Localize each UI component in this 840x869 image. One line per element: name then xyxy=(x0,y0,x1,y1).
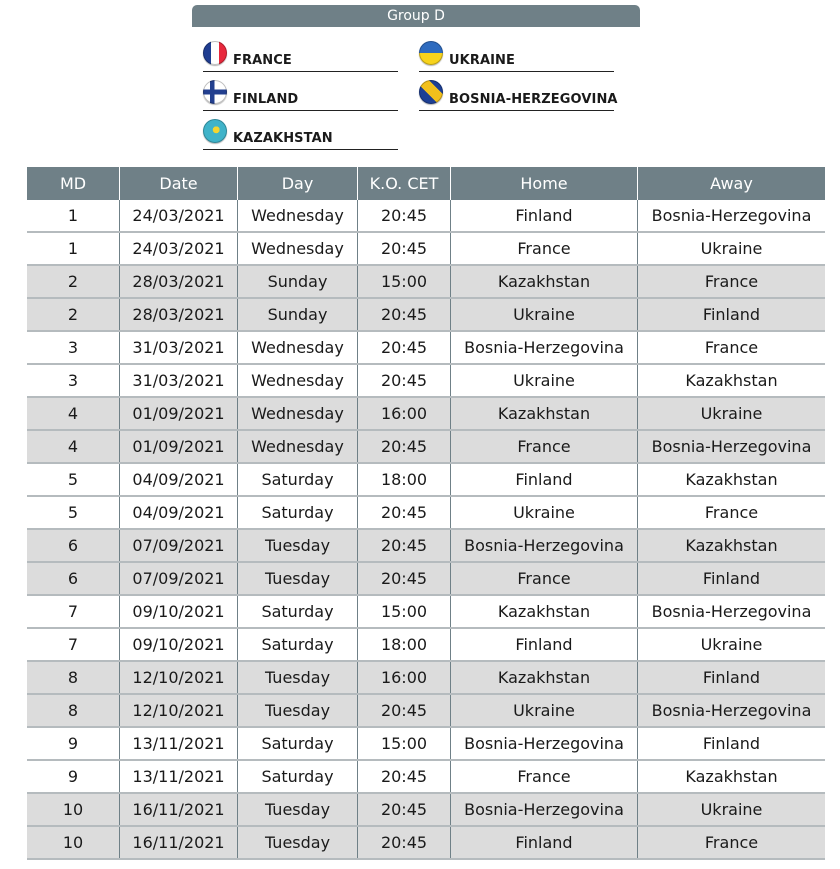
home-team-cell: France xyxy=(451,232,638,265)
away-team-cell: Bosnia-Herzegovina xyxy=(638,430,826,463)
table-row xyxy=(27,793,825,826)
kickoff-cell: 20:45 xyxy=(358,694,451,727)
day-cell: Saturday xyxy=(238,463,358,496)
md-cell: 5 xyxy=(27,496,120,529)
team-kazakhstan xyxy=(203,119,398,150)
team-name: UKRAINE xyxy=(449,53,515,68)
table-row xyxy=(27,364,825,397)
kickoff-cell: 20:45 xyxy=(358,298,451,331)
home-team-cell: Bosnia-Herzegovina xyxy=(451,529,638,562)
md-cell: 1 xyxy=(27,232,120,265)
table-row xyxy=(27,265,825,298)
md-cell: 4 xyxy=(27,397,120,430)
team-bosnia-herzegovina xyxy=(419,80,618,111)
md-cell: 5 xyxy=(27,463,120,496)
away-team-cell: Ukraine xyxy=(638,793,826,826)
md-cell: 6 xyxy=(27,562,120,595)
kickoff-cell: 20:45 xyxy=(358,200,451,232)
date-cell: 09/10/2021 xyxy=(120,595,238,628)
md-cell: 7 xyxy=(27,628,120,661)
group-title: Group D xyxy=(387,8,445,24)
team-france xyxy=(203,41,398,72)
md-cell: 9 xyxy=(27,727,120,760)
away-team-cell: Ukraine xyxy=(638,397,826,430)
kickoff-cell: 15:00 xyxy=(358,727,451,760)
day-cell: Saturday xyxy=(238,595,358,628)
kickoff-cell: 20:45 xyxy=(358,793,451,826)
day-cell: Sunday xyxy=(238,265,358,298)
table-row xyxy=(27,298,825,331)
team-name: BOSNIA-HERZEGOVINA xyxy=(449,92,618,107)
home-team-cell: Kazakhstan xyxy=(451,595,638,628)
home-team-cell: France xyxy=(451,760,638,793)
away-team-cell: France xyxy=(638,331,826,364)
table-row xyxy=(27,200,825,232)
away-team-cell: France xyxy=(638,826,826,859)
table-row xyxy=(27,826,825,859)
kickoff-cell: 20:45 xyxy=(358,331,451,364)
column-header-date: Date xyxy=(120,167,238,200)
away-team-cell: Ukraine xyxy=(638,232,826,265)
team-name: KAZAKHSTAN xyxy=(233,131,333,146)
ukraine-flag-icon xyxy=(419,41,443,65)
home-team-cell: Bosnia-Herzegovina xyxy=(451,331,638,364)
date-cell: 01/09/2021 xyxy=(120,397,238,430)
kickoff-cell: 18:00 xyxy=(358,628,451,661)
home-team-cell: Finland xyxy=(451,826,638,859)
kickoff-cell: 18:00 xyxy=(358,463,451,496)
table-row xyxy=(27,694,825,727)
date-cell: 31/03/2021 xyxy=(120,331,238,364)
column-header-home: Home xyxy=(451,167,638,200)
md-cell: 10 xyxy=(27,826,120,859)
team-name: FRANCE xyxy=(233,53,292,68)
team-finland xyxy=(203,80,398,111)
day-cell: Tuesday xyxy=(238,826,358,859)
kickoff-cell: 15:00 xyxy=(358,265,451,298)
column-header-away: Away xyxy=(638,167,826,200)
kickoff-cell: 20:45 xyxy=(358,529,451,562)
md-cell: 7 xyxy=(27,595,120,628)
column-header-md: MD xyxy=(27,167,120,200)
column-header-day: Day xyxy=(238,167,358,200)
day-cell: Wednesday xyxy=(238,331,358,364)
group-title-bar xyxy=(192,5,640,27)
kickoff-cell: 15:00 xyxy=(358,595,451,628)
date-cell: 04/09/2021 xyxy=(120,496,238,529)
away-team-cell: Finland xyxy=(638,661,826,694)
home-team-cell: France xyxy=(451,562,638,595)
table-row xyxy=(27,463,825,496)
home-team-cell: Bosnia-Herzegovina xyxy=(451,727,638,760)
bosnia-herzegovina-flag-icon xyxy=(419,80,443,104)
table-row xyxy=(27,430,825,463)
day-cell: Tuesday xyxy=(238,793,358,826)
date-cell: 13/11/2021 xyxy=(120,727,238,760)
date-cell: 04/09/2021 xyxy=(120,463,238,496)
kickoff-cell: 20:45 xyxy=(358,826,451,859)
table-row xyxy=(27,562,825,595)
away-team-cell: Bosnia-Herzegovina xyxy=(638,200,826,232)
table-row xyxy=(27,232,825,265)
away-team-cell: Finland xyxy=(638,562,826,595)
home-team-cell: Finland xyxy=(451,200,638,232)
home-team-cell: France xyxy=(451,430,638,463)
kickoff-cell: 16:00 xyxy=(358,397,451,430)
date-cell: 07/09/2021 xyxy=(120,562,238,595)
away-team-cell: Kazakhstan xyxy=(638,463,826,496)
kickoff-cell: 20:45 xyxy=(358,364,451,397)
france-flag-icon xyxy=(203,41,227,65)
kickoff-cell: 20:45 xyxy=(358,562,451,595)
date-cell: 16/11/2021 xyxy=(120,826,238,859)
kazakhstan-flag-icon xyxy=(203,119,227,143)
md-cell: 2 xyxy=(27,298,120,331)
home-team-cell: Kazakhstan xyxy=(451,397,638,430)
away-team-cell: Bosnia-Herzegovina xyxy=(638,694,826,727)
kickoff-cell: 20:45 xyxy=(358,430,451,463)
md-cell: 8 xyxy=(27,694,120,727)
day-cell: Wednesday xyxy=(238,232,358,265)
table-row xyxy=(27,661,825,694)
away-team-cell: Kazakhstan xyxy=(638,529,826,562)
date-cell: 01/09/2021 xyxy=(120,430,238,463)
table-row xyxy=(27,628,825,661)
away-team-cell: Bosnia-Herzegovina xyxy=(638,595,826,628)
away-team-cell: France xyxy=(638,265,826,298)
finland-flag-icon xyxy=(203,80,227,104)
day-cell: Saturday xyxy=(238,496,358,529)
kickoff-cell: 20:45 xyxy=(358,496,451,529)
away-team-cell: France xyxy=(638,496,826,529)
home-team-cell: Ukraine xyxy=(451,496,638,529)
home-team-cell: Finland xyxy=(451,628,638,661)
md-cell: 2 xyxy=(27,265,120,298)
date-cell: 09/10/2021 xyxy=(120,628,238,661)
md-cell: 3 xyxy=(27,331,120,364)
table-header-row xyxy=(27,167,825,200)
home-team-cell: Finland xyxy=(451,463,638,496)
home-team-cell: Ukraine xyxy=(451,694,638,727)
table-row xyxy=(27,760,825,793)
day-cell: Tuesday xyxy=(238,694,358,727)
date-cell: 28/03/2021 xyxy=(120,265,238,298)
away-team-cell: Kazakhstan xyxy=(638,760,826,793)
away-team-cell: Ukraine xyxy=(638,628,826,661)
fixtures-body xyxy=(27,200,825,859)
kickoff-cell: 20:45 xyxy=(358,232,451,265)
kickoff-cell: 16:00 xyxy=(358,661,451,694)
away-team-cell: Finland xyxy=(638,727,826,760)
team-name: FINLAND xyxy=(233,92,299,107)
column-header-kickoff: K.O. CET xyxy=(358,167,451,200)
day-cell: Wednesday xyxy=(238,364,358,397)
day-cell: Wednesday xyxy=(238,430,358,463)
md-cell: 3 xyxy=(27,364,120,397)
table-row xyxy=(27,727,825,760)
day-cell: Saturday xyxy=(238,727,358,760)
away-team-cell: Finland xyxy=(638,298,826,331)
date-cell: 24/03/2021 xyxy=(120,232,238,265)
date-cell: 28/03/2021 xyxy=(120,298,238,331)
kickoff-cell: 20:45 xyxy=(358,760,451,793)
date-cell: 12/10/2021 xyxy=(120,694,238,727)
home-team-cell: Ukraine xyxy=(451,364,638,397)
md-cell: 10 xyxy=(27,793,120,826)
table-row xyxy=(27,496,825,529)
day-cell: Wednesday xyxy=(238,397,358,430)
md-cell: 8 xyxy=(27,661,120,694)
day-cell: Saturday xyxy=(238,760,358,793)
day-cell: Tuesday xyxy=(238,661,358,694)
date-cell: 16/11/2021 xyxy=(120,793,238,826)
home-team-cell: Bosnia-Herzegovina xyxy=(451,793,638,826)
table-row xyxy=(27,529,825,562)
day-cell: Tuesday xyxy=(238,562,358,595)
md-cell: 9 xyxy=(27,760,120,793)
date-cell: 13/11/2021 xyxy=(120,760,238,793)
date-cell: 24/03/2021 xyxy=(120,200,238,232)
date-cell: 12/10/2021 xyxy=(120,661,238,694)
date-cell: 31/03/2021 xyxy=(120,364,238,397)
date-cell: 07/09/2021 xyxy=(120,529,238,562)
md-cell: 4 xyxy=(27,430,120,463)
home-team-cell: Kazakhstan xyxy=(451,265,638,298)
day-cell: Tuesday xyxy=(238,529,358,562)
home-team-cell: Kazakhstan xyxy=(451,661,638,694)
day-cell: Wednesday xyxy=(238,200,358,232)
day-cell: Sunday xyxy=(238,298,358,331)
table-row xyxy=(27,595,825,628)
home-team-cell: Ukraine xyxy=(451,298,638,331)
day-cell: Saturday xyxy=(238,628,358,661)
table-row xyxy=(27,331,825,364)
md-cell: 6 xyxy=(27,529,120,562)
md-cell: 1 xyxy=(27,200,120,232)
away-team-cell: Kazakhstan xyxy=(638,364,826,397)
team-ukraine xyxy=(419,41,614,72)
table-row xyxy=(27,397,825,430)
fixtures-table xyxy=(27,167,825,860)
